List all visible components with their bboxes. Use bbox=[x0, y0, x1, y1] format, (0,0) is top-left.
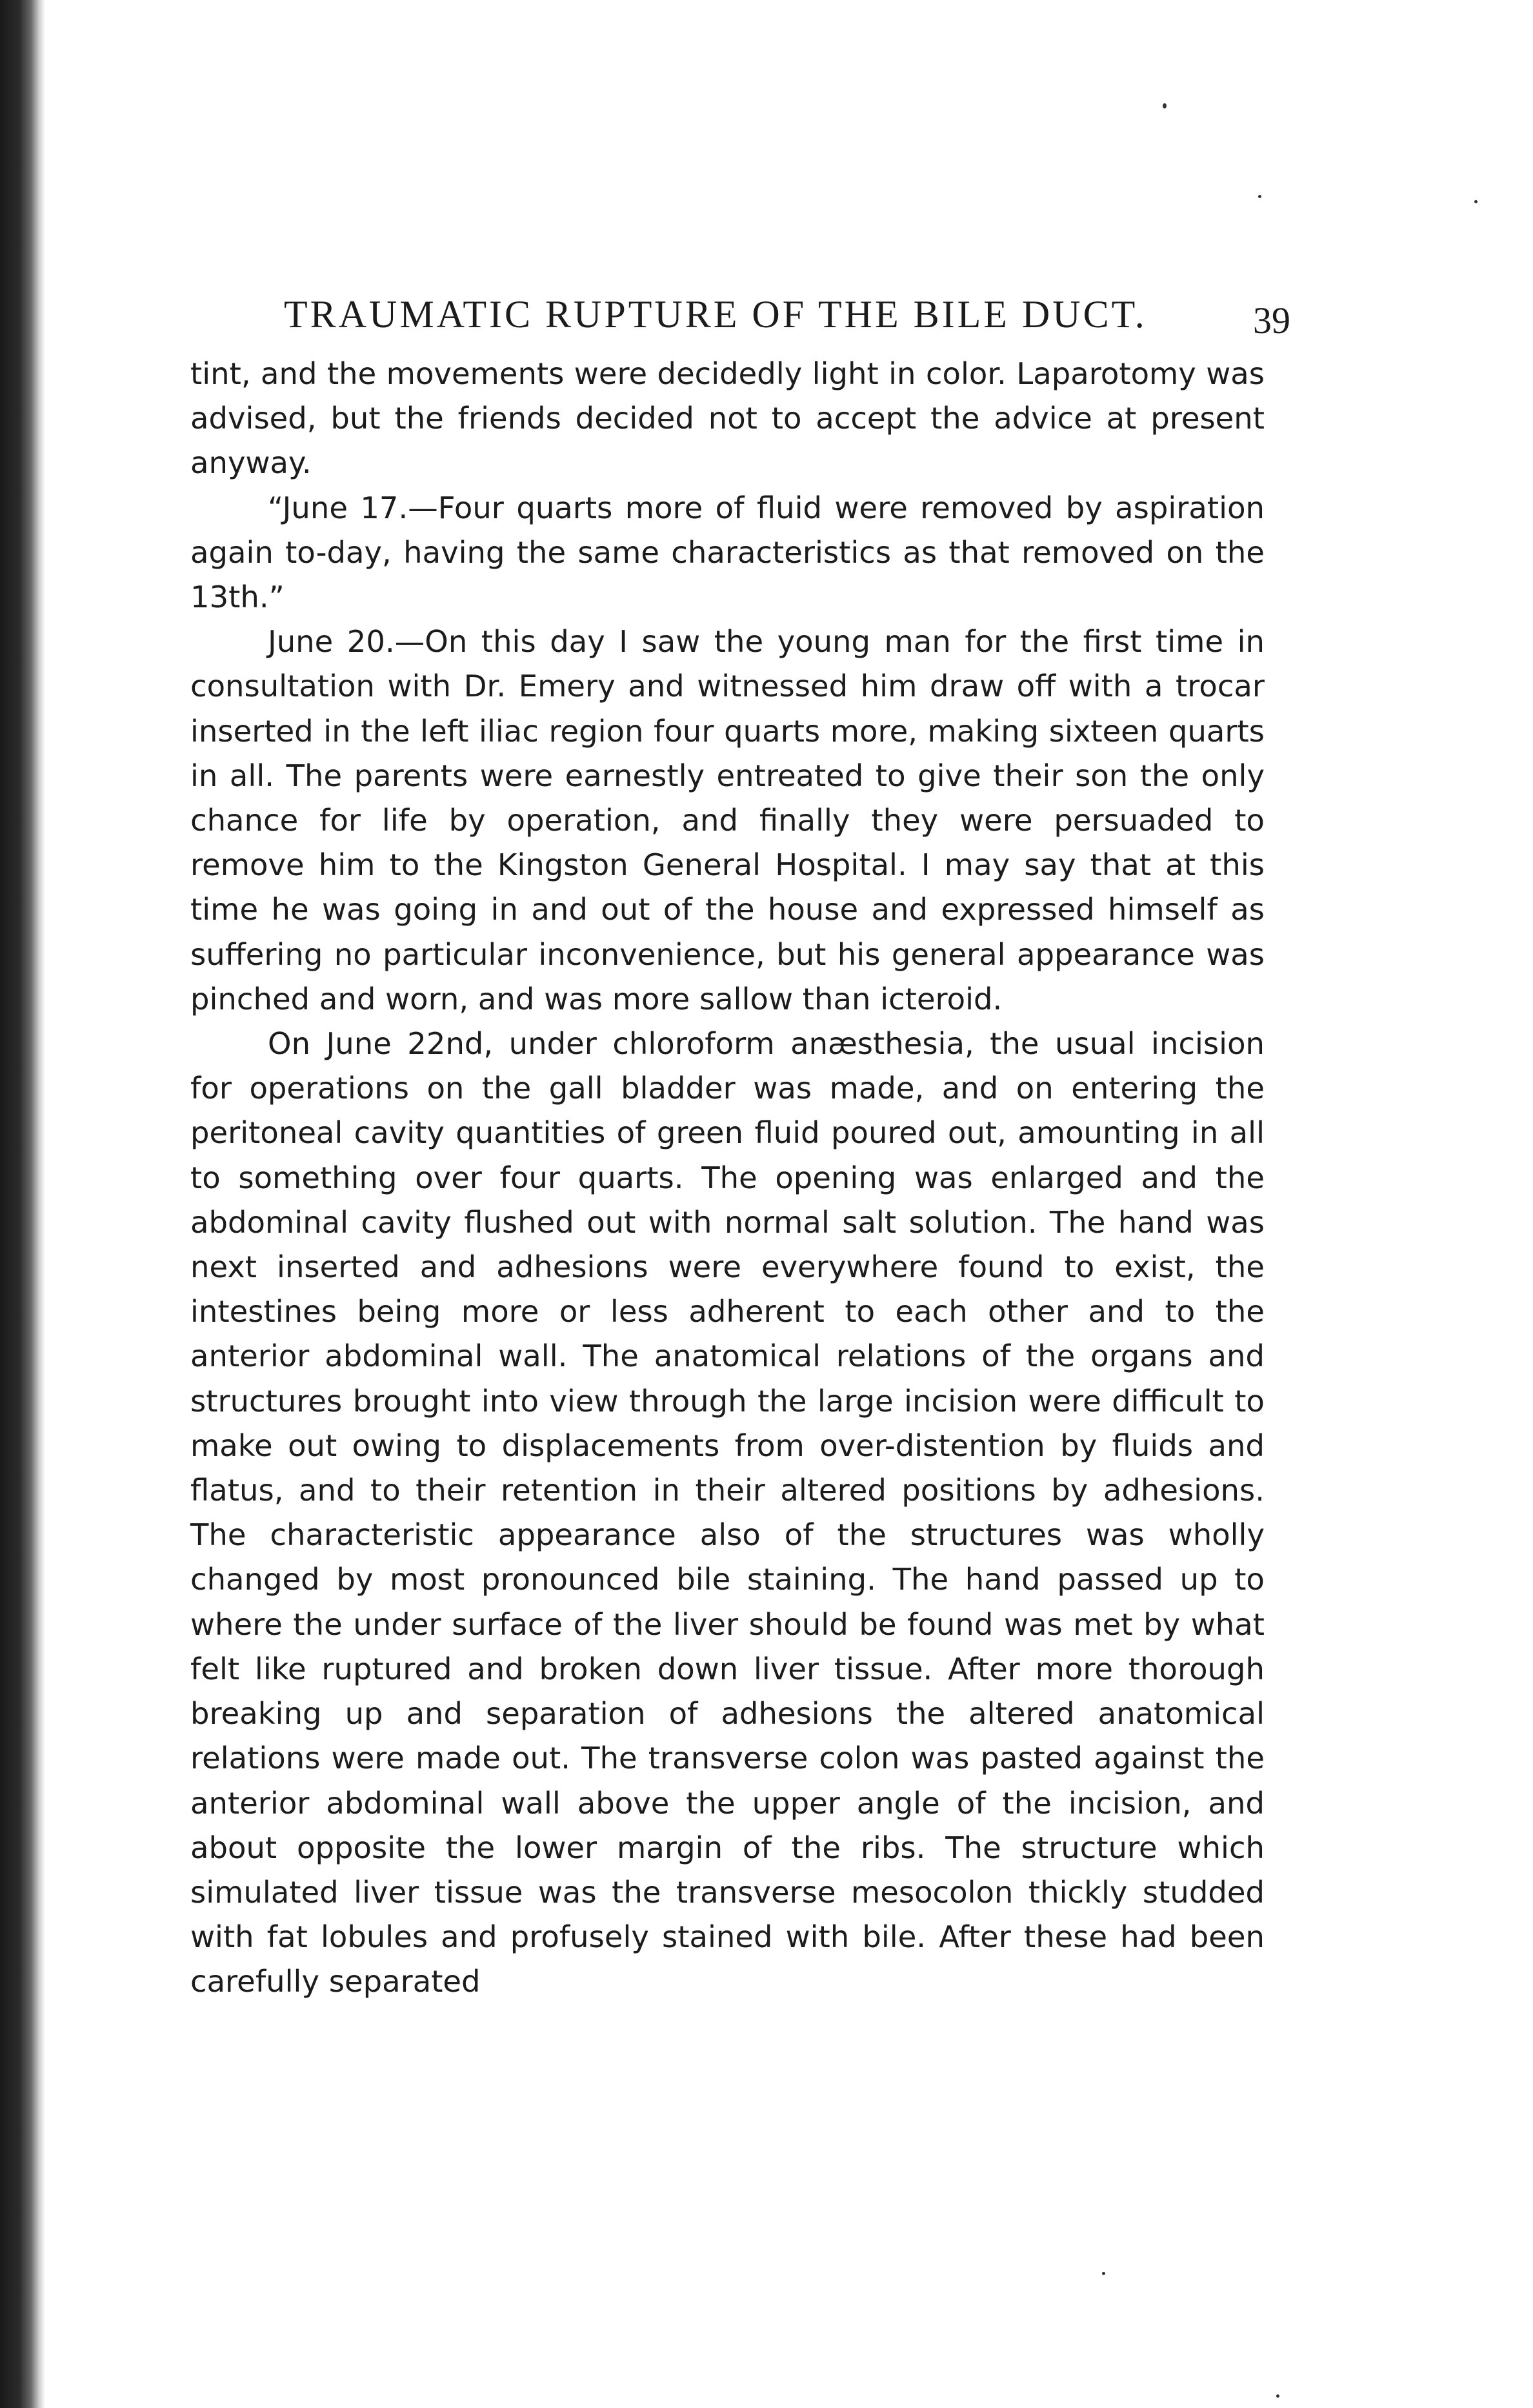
scan-speck bbox=[1276, 2394, 1279, 2398]
scan-speck bbox=[1163, 103, 1167, 108]
page-binding-edge bbox=[0, 0, 45, 2408]
paragraph-3: June 20.—On this day I saw the young man for the first time in consultation with Dr. Emery and witnessed him draw off with a trocar inserted in the left iliac region four quarts more, making sixteen quarts in all. The parents were earnestly entreated to give their son the only chance for life by operation, and finally they were persuaded to remove him to the Kingston General Hospital. I may say that at this time he was going in and out of the house and expressed himself as suffering no particular inconvenience, but his general appearance was pinched and worn, and was more sallow than icteroid. bbox=[190, 624, 1265, 1017]
page-number: 39 bbox=[1253, 299, 1290, 341]
scan-speck bbox=[1258, 195, 1261, 198]
paragraph-2: “June 17.—Four quarts more of fluid were removed by aspiration again to-day, having the same characteristics as that removed on the 13th.” bbox=[190, 490, 1265, 615]
paragraph-4: On June 22nd, under chloroform anæsthesia, the usual incision for operations on the gall bladder was made, and on entering the peritoneal cavity quantities of green fluid poured out, amounting in all to something over four quarts. The opening was enlarged and the abdominal cavity flushed out with normal salt solution. The hand was next inserted and adhesions were everywhere found to exist, the intestines being more or less adherent to each other and to the anterior abdominal wall. The anatomical relations of the organs and structures brought into view through the large incision were difficult to make out owing to displacements from over-distention by fluids and flatus, and to their retention in their altered positions by adhesions. The characteristic appearance also of the structures was wholly changed by most pronounced bile staining. The hand passed up to where the under surface of the liver should be found was met by what felt like ruptured and broken down liver tissue. After more thorough breaking up and separation of adhesions the altered anatomical relations were made out. The transverse colon was pasted against the anterior abdominal wall above the upper angle of the incision, and about opposite the lower margin of the ribs. The structure which simulated liver tissue was the transverse mesocolon thickly studded with fat lobules and profusely stained with bile. After these had been carefully separated bbox=[190, 1026, 1265, 1999]
scan-speck bbox=[1474, 200, 1478, 203]
paragraph-1: tint, and the movements were decidedly light in color. Laparotomy was advised, but the friends decided not to accept the advice at present anyway. bbox=[190, 356, 1265, 481]
body-text bbox=[190, 352, 1265, 2005]
running-head-title: TRAUMATIC RUPTURE OF THE BILE DUCT. bbox=[284, 293, 1147, 336]
page-header bbox=[284, 284, 1290, 342]
scan-speck bbox=[1102, 2272, 1105, 2275]
